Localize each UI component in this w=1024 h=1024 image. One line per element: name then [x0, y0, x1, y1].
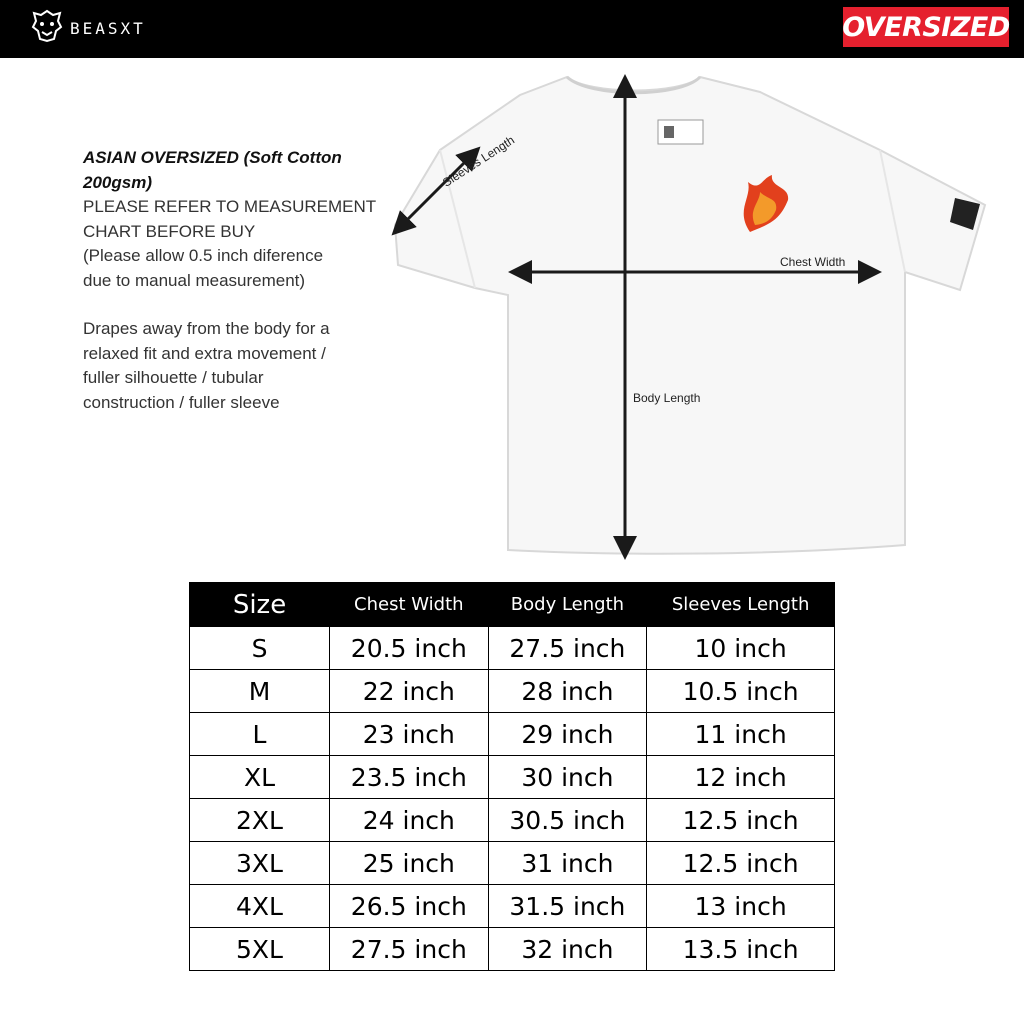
header-size: Size	[190, 583, 330, 627]
sleeves-length-label: Sleeves Length	[440, 132, 518, 190]
description-line: CHART BEFORE BUY	[83, 221, 256, 241]
description-line: fuller silhouette / tubular	[83, 368, 264, 387]
size-chart-table	[189, 582, 835, 971]
chest-width-cell: 27.5 inch	[330, 928, 489, 971]
size-cell: 2XL	[190, 799, 330, 842]
description-line: (Please allow 0.5 inch diference	[83, 246, 324, 265]
body-length-cell: 31.5 inch	[488, 885, 647, 928]
sleeves-length-cell: 13 inch	[647, 885, 835, 928]
chest-width-label: Chest Width	[780, 255, 846, 269]
body-length-cell: 30.5 inch	[488, 799, 647, 842]
chest-width-cell: 26.5 inch	[330, 885, 489, 928]
header-chest-width: Chest Width	[330, 583, 489, 627]
header-body-length: Body Length	[488, 583, 647, 627]
size-cell: L	[190, 713, 330, 756]
table-row	[190, 627, 835, 670]
chest-width-cell: 25 inch	[330, 842, 489, 885]
chest-width-cell: 23.5 inch	[330, 756, 489, 799]
chest-width-cell: 23 inch	[330, 713, 489, 756]
table-row	[190, 928, 835, 971]
sleeves-length-cell: 10 inch	[647, 627, 835, 670]
table-row	[190, 799, 835, 842]
sleeves-length-cell: 12.5 inch	[647, 799, 835, 842]
table-row	[190, 756, 835, 799]
chest-width-cell: 22 inch	[330, 670, 489, 713]
description-title: ASIAN OVERSIZED (Soft Cotton 200gsm)	[83, 148, 342, 192]
size-cell: M	[190, 670, 330, 713]
description-line: Drapes away from the body for a	[83, 319, 330, 338]
body-length-label: Body Length	[633, 391, 701, 405]
header-sleeves-length: Sleeves Length	[647, 583, 835, 627]
body-length-cell: 27.5 inch	[488, 627, 647, 670]
size-cell: XL	[190, 756, 330, 799]
table-row	[190, 885, 835, 928]
size-cell: S	[190, 627, 330, 670]
body-length-cell: 31 inch	[488, 842, 647, 885]
description-line: due to manual measurement)	[83, 270, 306, 290]
sleeves-length-cell: 10.5 inch	[647, 670, 835, 713]
table-header-row	[190, 583, 835, 627]
sleeves-length-cell: 11 inch	[647, 713, 835, 756]
size-cell: 5XL	[190, 928, 330, 971]
size-cell: 4XL	[190, 885, 330, 928]
table-row	[190, 713, 835, 756]
sleeves-length-cell: 12 inch	[647, 756, 835, 799]
table-row	[190, 670, 835, 713]
sleeves-length-cell: 12.5 inch	[647, 842, 835, 885]
body-length-cell: 28 inch	[488, 670, 647, 713]
body-length-cell: 29 inch	[488, 713, 647, 756]
brand-name: BEASXT	[70, 18, 146, 38]
table-row	[190, 842, 835, 885]
description-line: construction / fuller sleeve	[83, 392, 280, 412]
sleeves-length-cell: 13.5 inch	[647, 928, 835, 971]
size-cell: 3XL	[190, 842, 330, 885]
chest-width-cell: 20.5 inch	[330, 627, 489, 670]
description-line: PLEASE REFER TO MEASUREMENT	[83, 197, 377, 216]
body-length-cell: 32 inch	[488, 928, 647, 971]
description-line: relaxed fit and extra movement /	[83, 343, 326, 363]
body-length-cell: 30 inch	[488, 756, 647, 799]
oversized-badge: OVERSIZED	[843, 7, 1009, 47]
chest-width-cell: 24 inch	[330, 799, 489, 842]
